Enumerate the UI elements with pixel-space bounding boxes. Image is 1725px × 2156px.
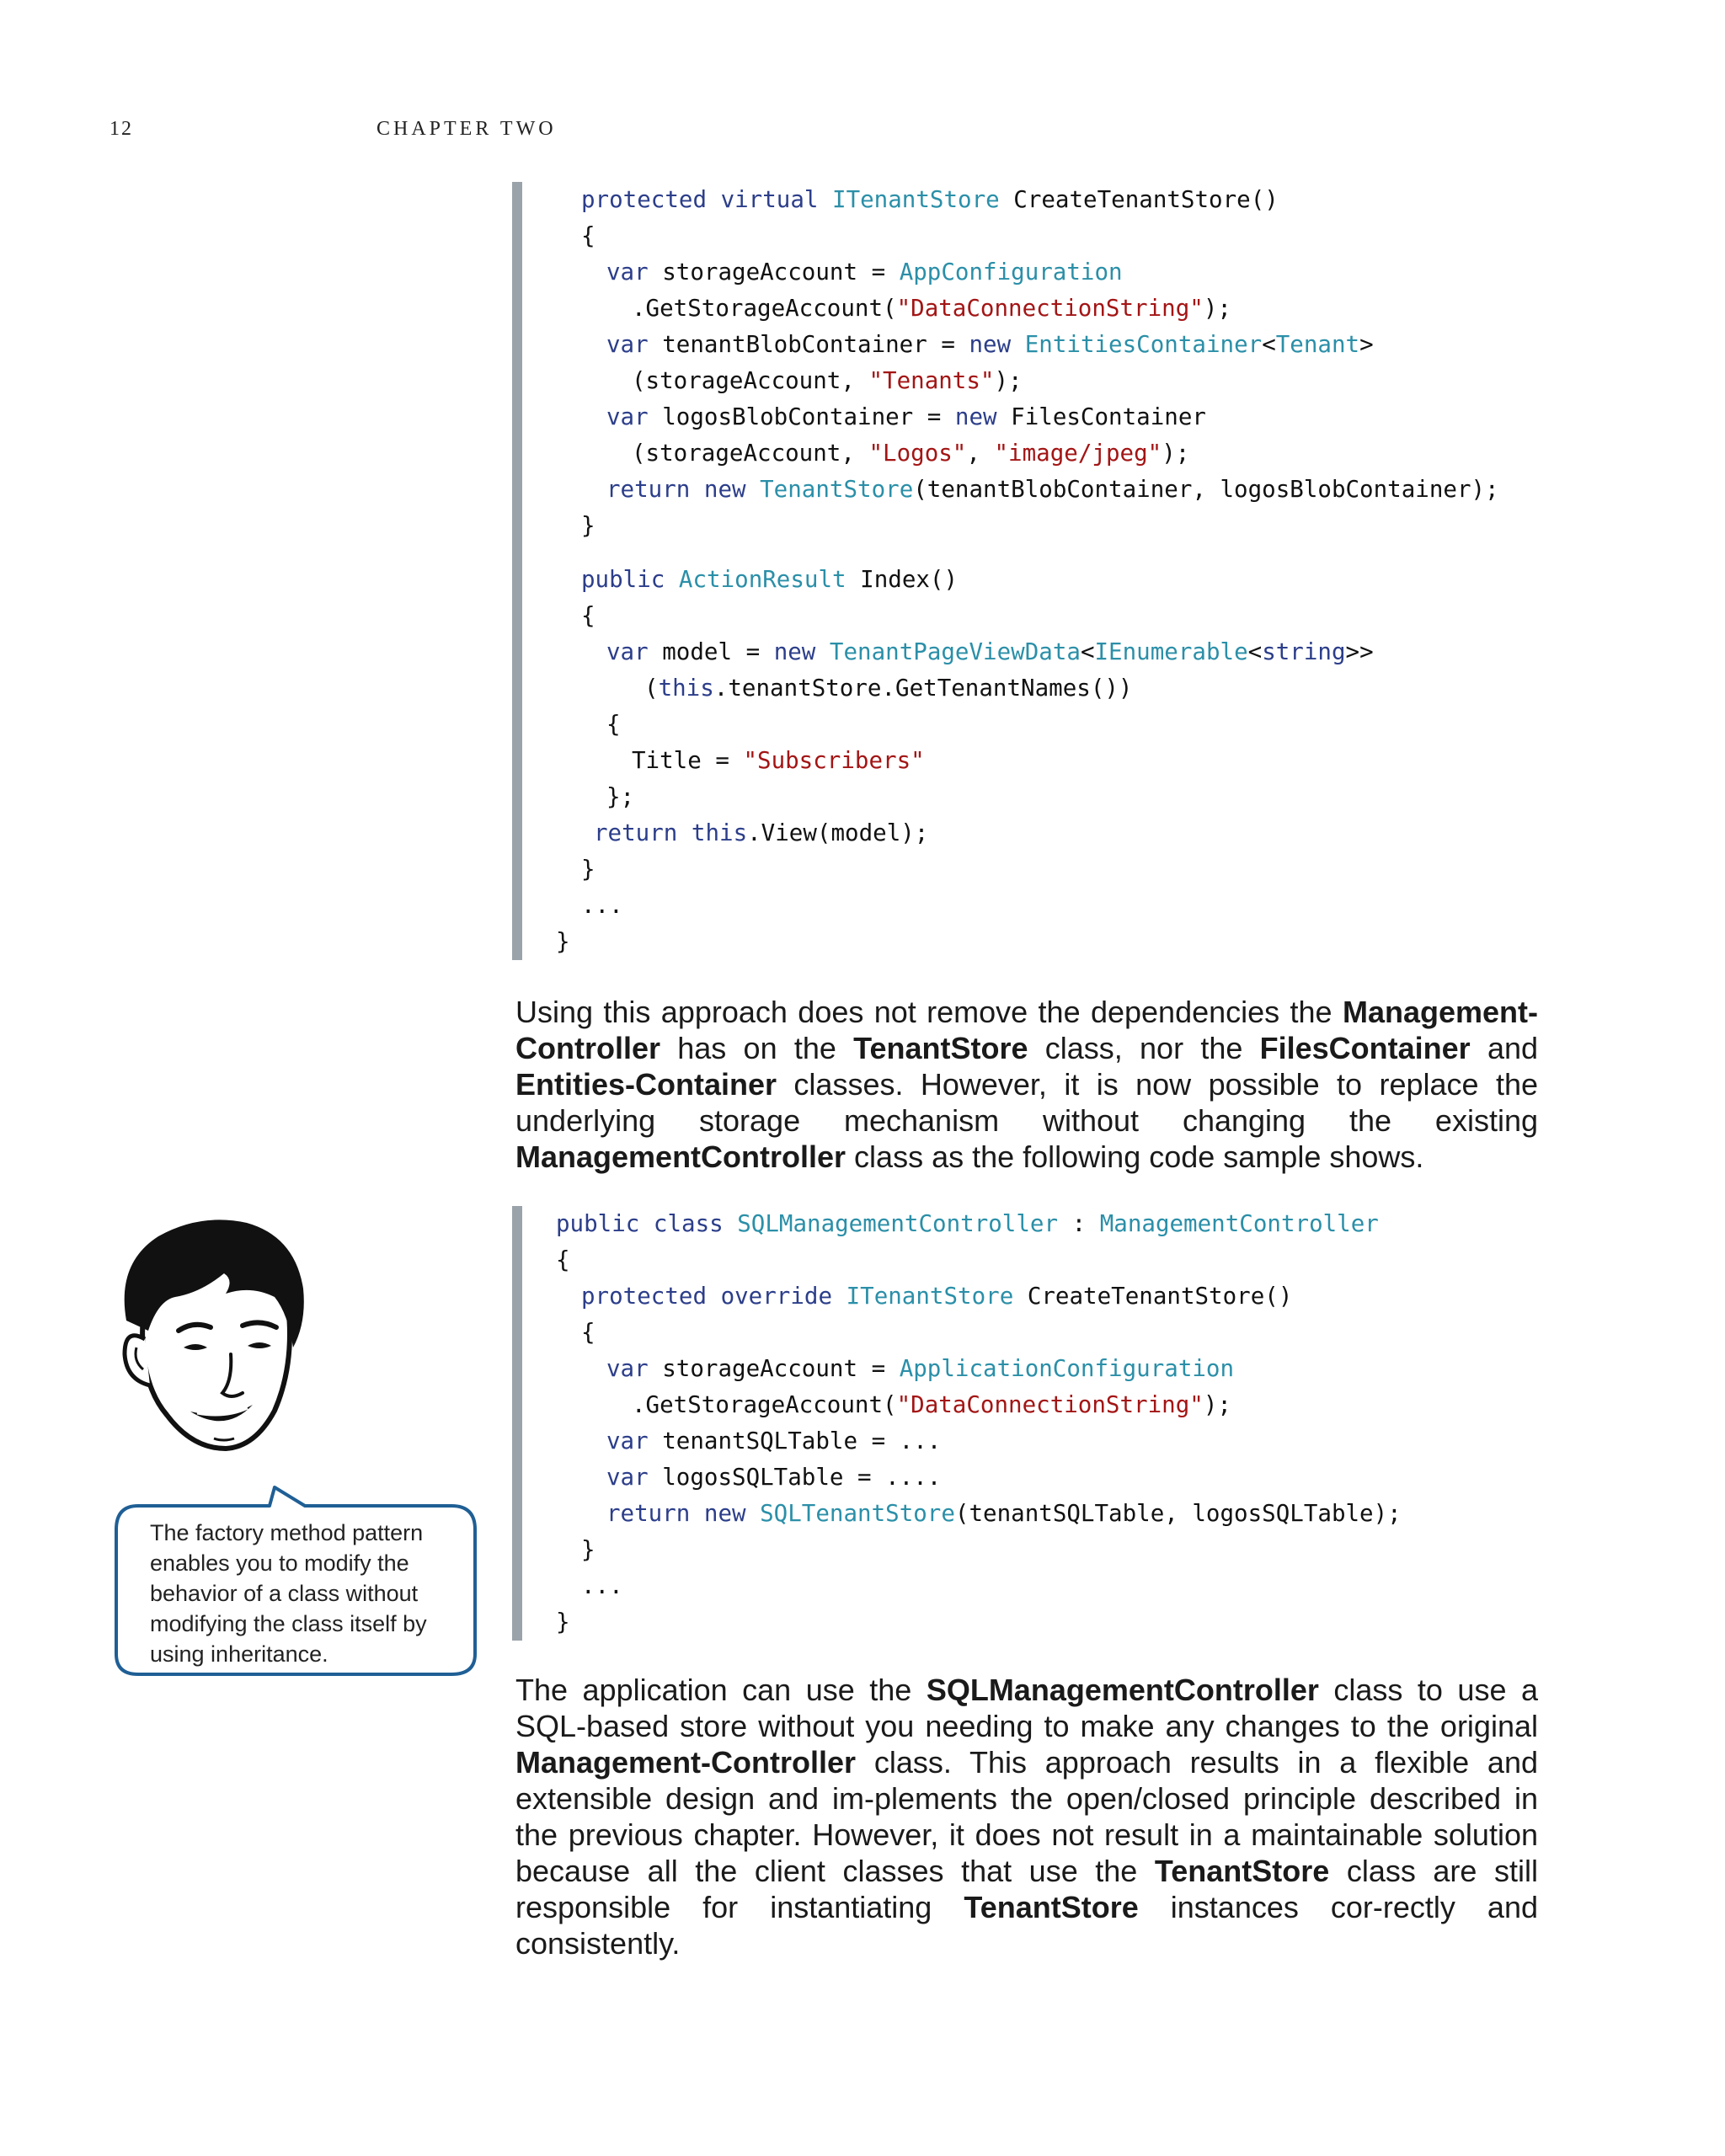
code-token: } xyxy=(556,1609,570,1636)
code-line xyxy=(542,1423,1402,1460)
code-token: logosBlobContainer = xyxy=(648,403,955,430)
code-line xyxy=(542,1242,1402,1278)
code-token: ActionResult xyxy=(678,566,846,593)
code-token: protected override xyxy=(581,1283,846,1310)
code-token: var xyxy=(606,1464,649,1491)
code-token: this xyxy=(658,675,714,702)
code-token: var xyxy=(606,1428,649,1454)
code-token: ITenantStore xyxy=(846,1283,1014,1310)
code-line xyxy=(542,598,1499,634)
code-token: public class xyxy=(556,1210,738,1237)
code-token: var xyxy=(606,259,649,286)
code-token: >> xyxy=(1345,638,1374,665)
code-line xyxy=(542,218,1499,254)
code-token: ); xyxy=(994,367,1023,394)
bold-term: TenantStore xyxy=(964,1890,1139,1924)
code-token: ( xyxy=(644,675,659,702)
code-token: , xyxy=(966,440,995,467)
code-token: } xyxy=(581,512,595,539)
code-token: var xyxy=(606,403,649,430)
paragraph-text: class as the following code sample shows. xyxy=(846,1139,1424,1174)
code-token: { xyxy=(581,222,595,249)
code-token: { xyxy=(581,1319,595,1346)
code-token: var xyxy=(606,638,649,665)
code-token: ... xyxy=(581,1572,623,1599)
code-token: < xyxy=(1262,331,1276,358)
code-line xyxy=(542,182,1499,218)
code-token: "Logos" xyxy=(868,440,967,467)
code-token: { xyxy=(556,1246,570,1273)
code-line xyxy=(542,472,1499,508)
code-line xyxy=(542,1206,1402,1242)
code-line xyxy=(542,254,1499,291)
code-token: .GetStorageAccount( xyxy=(632,295,897,322)
body-paragraph-1 xyxy=(515,994,1538,1175)
paragraph-text: class, nor the xyxy=(1028,1031,1260,1065)
code-token: .GetStorageAccount( xyxy=(632,1391,897,1418)
code-token: var xyxy=(606,331,649,358)
code-token: }; xyxy=(606,783,635,810)
code-token: < xyxy=(1080,638,1095,665)
code-line xyxy=(542,1496,1402,1532)
code-line xyxy=(542,924,1499,960)
code-token: TenantStore xyxy=(760,476,914,503)
sidebar-tip-text: The factory method pattern enables you to modify the behavior of a class without modifying the class itself by using inheritance. xyxy=(150,1520,427,1667)
code-line xyxy=(542,707,1499,743)
code-line xyxy=(542,399,1499,435)
code-token: ... xyxy=(581,892,623,919)
code-line xyxy=(542,508,1499,544)
code-token: storageAccount = xyxy=(648,259,900,286)
code-token: IEnumerable xyxy=(1094,638,1248,665)
paragraph-text: class are still responsible for instantiating xyxy=(515,1854,1539,1924)
code-line xyxy=(542,363,1499,399)
bold-term: FilesContainer xyxy=(1259,1031,1471,1065)
code-token: tenantSQLTable = ... xyxy=(648,1428,942,1454)
code-line xyxy=(542,851,1499,888)
code-token: new xyxy=(773,638,830,665)
sidebar-speech-bubble xyxy=(113,1482,477,1678)
code-token: Tenant xyxy=(1275,331,1360,358)
code-token: "Tenants" xyxy=(868,367,995,394)
code-line xyxy=(542,743,1499,779)
code-token: { xyxy=(606,711,621,738)
code-line xyxy=(542,888,1499,924)
code-line xyxy=(542,1351,1402,1387)
code-token: EntitiesContainer xyxy=(1024,331,1263,358)
code-token: < xyxy=(1247,638,1263,665)
paragraph-text: and xyxy=(1470,1031,1539,1065)
code-line xyxy=(542,1568,1402,1604)
paragraph-text: has on the xyxy=(660,1031,854,1065)
author-face-illustration xyxy=(108,1213,310,1457)
code-token: { xyxy=(581,602,595,629)
bold-term: TenantStore xyxy=(853,1031,1028,1065)
code-line xyxy=(542,1460,1402,1496)
code-line xyxy=(542,779,1499,815)
code-token: SQLManagementController xyxy=(737,1210,1059,1237)
bold-term: ManagementController xyxy=(515,1139,846,1174)
code-token: "Subscribers" xyxy=(743,747,925,774)
code-token: ); xyxy=(1203,295,1231,322)
code-token: (storageAccount, xyxy=(632,440,869,467)
page-number: 12 xyxy=(109,118,133,140)
bold-term: TenantStore xyxy=(1154,1854,1330,1888)
code-token: .tenantStore.GetTenantNames()) xyxy=(713,675,1133,702)
code-line xyxy=(542,670,1499,707)
code-token: ); xyxy=(1162,440,1190,467)
paragraph-text: class to use a SQL-based store without you needing to make any changes to the original xyxy=(515,1673,1538,1743)
code-token: Title = xyxy=(632,747,744,774)
code-token: (tenantBlobContainer, logosBlobContainer); xyxy=(913,476,1499,503)
code-line xyxy=(542,634,1499,670)
code-token: new xyxy=(954,403,997,430)
body-paragraph-2 xyxy=(515,1672,1538,1961)
code-line xyxy=(542,435,1499,472)
code-token: > xyxy=(1359,331,1374,358)
code-token: ManagementController xyxy=(1099,1210,1379,1237)
code-token: protected virtual xyxy=(581,186,833,213)
code-token: return this xyxy=(594,819,748,846)
code-line xyxy=(542,562,1499,598)
code-token: TenantPageViewData xyxy=(829,638,1081,665)
code-token: string xyxy=(1262,638,1346,665)
paragraph-text: classes. However, it is now possible to replace the underlying storage mechanism without changing the existing xyxy=(515,1067,1538,1138)
code-token: .View(model); xyxy=(747,819,929,846)
running-head: CHAPTER TWO xyxy=(377,118,557,140)
code-line xyxy=(542,291,1499,327)
code-line xyxy=(542,1387,1402,1423)
code-token: "DataConnectionString" xyxy=(896,295,1204,322)
code-token: "image/jpeg" xyxy=(994,440,1162,467)
paragraph-text: class. This approach results in a flexible and extensible design and im-plements the open/closed principle described in the previous chapter. However, it does not result in a maintainable solution because all the client classes that use the xyxy=(515,1745,1538,1888)
code-token: storageAccount = xyxy=(648,1355,900,1382)
code-token: FilesContainer xyxy=(996,403,1206,430)
code-token: model = xyxy=(648,638,774,665)
code-token: "DataConnectionString" xyxy=(896,1391,1204,1418)
code-token: ApplicationConfiguration xyxy=(899,1355,1235,1382)
code-token: public xyxy=(581,566,679,593)
bold-term: Management-Controller xyxy=(515,995,1538,1065)
code-line xyxy=(542,327,1499,363)
paragraph-text: The application can use the xyxy=(515,1673,927,1707)
code-token: return new xyxy=(606,476,761,503)
code-token: CreateTenantStore() xyxy=(999,186,1279,213)
code-line xyxy=(542,1604,1402,1641)
code-token: } xyxy=(556,928,570,955)
code-token: ); xyxy=(1203,1391,1231,1418)
code-token: AppConfiguration xyxy=(899,259,1123,286)
code-listing-2 xyxy=(512,1206,1402,1641)
code-line xyxy=(542,815,1499,851)
code-token: } xyxy=(581,856,595,883)
code-token: ITenantStore xyxy=(832,186,1000,213)
paragraph-text: Using this approach does not remove the dependencies the xyxy=(515,995,1343,1029)
code-token: Index() xyxy=(846,566,959,593)
code-token: logosSQLTable = .... xyxy=(648,1464,942,1491)
code-token: : xyxy=(1058,1210,1100,1237)
paragraph-text: instances cor-rectly and consistently. xyxy=(515,1890,1539,1961)
bold-term: SQLManagementController xyxy=(926,1673,1319,1707)
code-line xyxy=(542,1278,1402,1315)
code-token: new xyxy=(969,331,1025,358)
code-token: } xyxy=(581,1536,595,1563)
code-listing-1 xyxy=(512,182,1499,960)
bold-term: Entities-Container xyxy=(515,1067,777,1102)
code-token: SQLTenantStore xyxy=(760,1500,955,1527)
code-token: tenantBlobContainer = xyxy=(648,331,969,358)
code-token: return new xyxy=(606,1500,761,1527)
code-token: (storageAccount, xyxy=(632,367,869,394)
code-token: var xyxy=(606,1355,649,1382)
code-gap xyxy=(542,544,1499,562)
bold-term: Management-Controller xyxy=(515,1745,857,1780)
code-token: (tenantSQLTable, logosSQLTable); xyxy=(954,1500,1402,1527)
code-line xyxy=(542,1532,1402,1568)
code-token: CreateTenantStore() xyxy=(1013,1283,1293,1310)
code-line xyxy=(542,1315,1402,1351)
